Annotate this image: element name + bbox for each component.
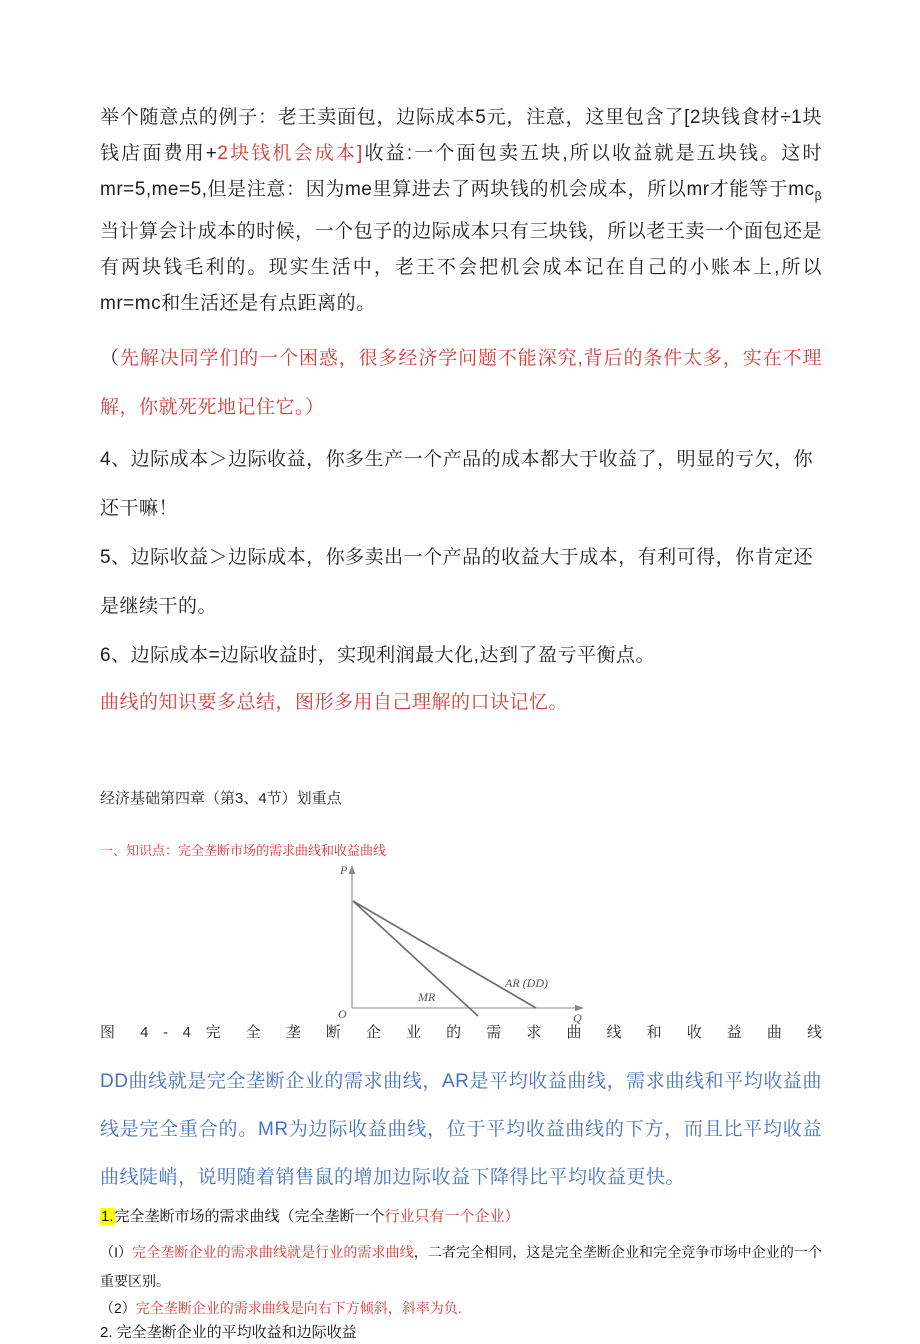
sub2-red-text: 完全垄断企业的需求曲线是向右下方倾斜，斜率为负. xyxy=(135,1299,462,1316)
example-paragraph xyxy=(100,100,822,322)
teacher-note xyxy=(100,334,822,432)
example-text-black-2b: 当计算会计成本的时候，一个包子的边际成本只有三块钱，所以老王卖一个面包还是有两块钱毛利的。现实生活中，老王不会把机会成本记在自己的小账本上,所以mr=mc和生活还是有点距离的。 xyxy=(100,220,822,314)
origin-label: O xyxy=(338,1006,347,1021)
sub1-black-text: ，二者完全相同，这是完全垄断企业和完全竞争市场中企业的一个重要区别。 xyxy=(100,1243,823,1289)
note-open-paren: （ xyxy=(100,347,120,369)
figure-chart xyxy=(100,860,822,1025)
sub1-label: （I） xyxy=(100,1243,133,1260)
sub-point-2 xyxy=(100,1296,822,1320)
rule-item-5: 5、边际收益＞边际成本，你多卖出一个产品的收益大于成本，有利可得，你肯定还是继续干的。 xyxy=(100,546,814,617)
y-axis-arrow-icon xyxy=(349,865,356,874)
mr-curve xyxy=(353,901,478,1016)
section-heading: 经济基础第四章（第3、4节）划重点 xyxy=(100,789,342,807)
example-text-black-2a: 收益:一个面包卖五块,所以收益就是五块钱。这时mr=5,me=5,但是注意：因为me里算进去了两块钱的机会成本，所以mr才能等于mc xyxy=(100,143,822,200)
p-axis-label: P xyxy=(340,862,348,877)
mc-subscript: β xyxy=(814,188,822,203)
knowledge-point-heading: 一、知识点：完全垄断市场的需求曲线和收益曲线 xyxy=(100,842,387,858)
ar-dd-curve xyxy=(353,901,536,1008)
figure-caption: 图 4 - 4 完 全 垄 断 企 业 的 需 求 曲 线 和 收 益 曲 线 xyxy=(100,1023,822,1041)
sub1-red-text: 完全垄断企业的需求曲线就是行业的需求曲线 xyxy=(132,1243,414,1260)
point1-black-text: 完全垄断市场的需求曲线（完全垄断一个 xyxy=(114,1207,385,1225)
sub-point-1 xyxy=(100,1238,822,1296)
q-axis-label: Q xyxy=(573,1010,582,1025)
summary-tip: 曲线的知识要多总结，图形多用自己理解的口诀记忆。 xyxy=(100,691,569,713)
document-page xyxy=(100,100,822,1344)
point1-red-text: 行业只有一个企业） xyxy=(384,1207,520,1225)
numbered-point-1 xyxy=(100,1206,822,1228)
analysis-paragraph: DD曲线就是完全垄断企业的需求曲线，AR是平均收益曲线，需求曲线和平均收益曲线是完全重合的。MR为边际收益曲线，位于平均收益曲线的下方，而且比平均收益曲线陡峭，说明随着销售鼠的增加边际收益下降得比平均收益更快。 xyxy=(100,1070,822,1188)
example-text-black-1: 举个随意点的例子：老王卖面包，边际成本5元，注意，这里包含了[2块钱食材÷1块钱店面费用+ xyxy=(100,107,822,164)
note-red-text: 先解决同学们的一个困惑，很多经济学问题不能深究,背后的条件太多，实在不理解，你就死死地记住它。 xyxy=(100,347,822,418)
mr-curve-label: MR xyxy=(418,989,436,1004)
highlighted-number: 1. xyxy=(101,1207,114,1225)
sub2-label: （2） xyxy=(100,1299,136,1316)
note-close-paren: ） xyxy=(305,396,325,418)
monopoly-demand-revenue-chart xyxy=(332,860,594,1030)
rule-item-4: 4、边际成本＞边际收益，你多生产一个产品的成本都大于收益了，明显的亏欠，你还干嘛！ xyxy=(100,448,814,519)
numbered-point-2: 2. 完全垄断企业的平均收益和边际收益 xyxy=(100,1323,357,1341)
rule-item-6: 6、边际成本=边际收益时，实现利润最大化,达到了盈亏平衡点。 xyxy=(100,644,655,666)
ar-curve-label: AR (DD) xyxy=(505,975,548,990)
example-text-red: 2块钱机会成本] xyxy=(217,143,363,164)
